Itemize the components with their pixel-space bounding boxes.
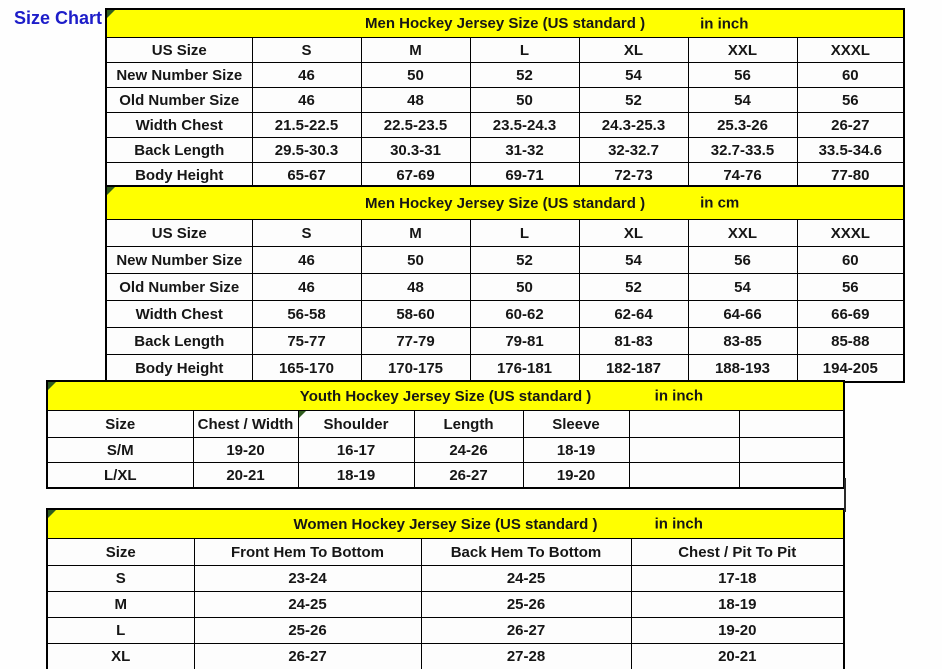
table-row	[47, 438, 844, 463]
table-row	[106, 355, 904, 383]
table-cell: 48	[361, 88, 470, 113]
men-inch-size-table	[105, 8, 905, 189]
column-header: XXL	[688, 220, 797, 247]
table-cell: 50	[361, 247, 470, 274]
table-title: Youth Hockey Jersey Size (US standard )	[299, 387, 592, 405]
table-cell: 24-25	[421, 566, 631, 592]
table-cell: 25-26	[421, 592, 631, 618]
table-cell: 170-175	[361, 355, 470, 383]
row-label: New Number Size	[106, 63, 252, 88]
column-header: Front Hem To Bottom	[194, 539, 421, 566]
table-row	[47, 566, 844, 592]
table-cell: 46	[252, 63, 361, 88]
table-cell: 50	[470, 274, 579, 301]
table-row	[106, 63, 904, 88]
table-cell: 54	[688, 88, 797, 113]
table-cell: 24-26	[414, 438, 523, 463]
column-header	[629, 411, 739, 438]
row-label: XL	[47, 644, 194, 669]
row-label: Old Number Size	[106, 88, 252, 113]
table-cell: 56	[688, 247, 797, 274]
table-cell: 25-26	[194, 618, 421, 644]
table-cell: 54	[579, 247, 688, 274]
table-row	[106, 301, 904, 328]
table-cell: 56	[688, 63, 797, 88]
column-header: Back Hem To Bottom	[421, 539, 631, 566]
table-cell: 46	[252, 88, 361, 113]
table-cell: 26-27	[797, 113, 904, 138]
table-cell: 72-73	[579, 163, 688, 189]
row-label: L/XL	[47, 463, 193, 489]
row-label: S/M	[47, 438, 193, 463]
row-label: Body Height	[106, 163, 252, 189]
table-cell: 32.7-33.5	[688, 138, 797, 163]
table-cell: 69-71	[470, 163, 579, 189]
column-header: S	[252, 38, 361, 63]
table-unit-label: in inch	[654, 515, 703, 533]
table-cell: 21.5-22.5	[252, 113, 361, 138]
table-cell: 54	[579, 63, 688, 88]
row-label: S	[47, 566, 194, 592]
table-cell: 23-24	[194, 566, 421, 592]
table-cell: 46	[252, 274, 361, 301]
table-cell: 56-58	[252, 301, 361, 328]
table-cell: 165-170	[252, 355, 361, 383]
table-cell: 67-69	[361, 163, 470, 189]
table-cell: 182-187	[579, 355, 688, 383]
table-cell: 62-64	[579, 301, 688, 328]
table-cell: 60-62	[470, 301, 579, 328]
table-cell: 33.5-34.6	[797, 138, 904, 163]
table-cell: 75-77	[252, 328, 361, 355]
table-row	[47, 618, 844, 644]
table-cell: 52	[579, 274, 688, 301]
table-cell: 26-27	[421, 618, 631, 644]
table-title-band	[47, 381, 844, 411]
column-header: Sleeve	[523, 411, 629, 438]
row-label: Back Length	[106, 138, 252, 163]
column-header: XXXL	[797, 220, 904, 247]
row-label: Old Number Size	[106, 274, 252, 301]
table-row	[47, 463, 844, 489]
table-cell: 194-205	[797, 355, 904, 383]
column-header: Shoulder	[298, 411, 414, 438]
column-header: M	[361, 38, 470, 63]
table-cell: 60	[797, 63, 904, 88]
table-cell: 17-18	[631, 566, 844, 592]
table-cell: 79-81	[470, 328, 579, 355]
table-row	[106, 138, 904, 163]
table-cell: 18-19	[631, 592, 844, 618]
column-header: Length	[414, 411, 523, 438]
table-cell: 32-32.7	[579, 138, 688, 163]
table-cell: 23.5-24.3	[470, 113, 579, 138]
table-title-band	[106, 186, 904, 220]
table-cell: 18-19	[298, 463, 414, 489]
column-header: XL	[579, 220, 688, 247]
grid-artifact-line	[844, 478, 846, 512]
table-row	[106, 113, 904, 138]
table-cell	[629, 438, 739, 463]
table-cell	[629, 463, 739, 489]
table-cell: 54	[688, 274, 797, 301]
table-unit-label: in inch	[654, 387, 703, 405]
table-unit-label: in inch	[700, 15, 749, 32]
table-cell	[739, 438, 844, 463]
column-header	[739, 411, 844, 438]
table-cell: 52	[470, 247, 579, 274]
table-cell: 58-60	[361, 301, 470, 328]
table-cell: 83-85	[688, 328, 797, 355]
table-cell: 77-80	[797, 163, 904, 189]
table-cell: 52	[470, 63, 579, 88]
table-unit-label: in cm	[700, 194, 740, 212]
table-cell: 16-17	[298, 438, 414, 463]
row-label-header: Size	[47, 411, 193, 438]
table-title-band	[47, 509, 844, 539]
table-cell: 26-27	[414, 463, 523, 489]
table-cell: 19-20	[631, 618, 844, 644]
table-cell	[739, 463, 844, 489]
column-header: XXXL	[797, 38, 904, 63]
table-cell: 24.3-25.3	[579, 113, 688, 138]
table-title: Women Hockey Jersey Size (US standard )	[293, 515, 598, 533]
row-label-header: US Size	[106, 38, 252, 63]
table-title: Men Hockey Jersey Size (US standard )	[364, 15, 646, 32]
table-title-band	[106, 9, 904, 38]
table-row	[106, 328, 904, 355]
table-cell: 24-25	[194, 592, 421, 618]
table-cell: 50	[470, 88, 579, 113]
men-cm-size-table	[105, 185, 905, 383]
table-row	[47, 592, 844, 618]
row-label-header: Size	[47, 539, 194, 566]
table-cell: 56	[797, 88, 904, 113]
table-cell: 74-76	[688, 163, 797, 189]
table-cell: 31-32	[470, 138, 579, 163]
column-header: S	[252, 220, 361, 247]
table-cell: 18-19	[523, 438, 629, 463]
table-cell: 20-21	[193, 463, 298, 489]
table-cell: 176-181	[470, 355, 579, 383]
table-cell: 64-66	[688, 301, 797, 328]
column-header: Chest / Pit To Pit	[631, 539, 844, 566]
table-cell: 19-20	[523, 463, 629, 489]
row-label-header: US Size	[106, 220, 252, 247]
table-cell: 77-79	[361, 328, 470, 355]
table-cell: 26-27	[194, 644, 421, 669]
table-cell: 30.3-31	[361, 138, 470, 163]
table-cell: 29.5-30.3	[252, 138, 361, 163]
table-cell: 81-83	[579, 328, 688, 355]
row-label: Width Chest	[106, 301, 252, 328]
table-row	[106, 274, 904, 301]
table-cell: 50	[361, 63, 470, 88]
table-cell: 46	[252, 247, 361, 274]
column-header: L	[470, 220, 579, 247]
table-row	[106, 247, 904, 274]
table-cell: 22.5-23.5	[361, 113, 470, 138]
women-size-table	[46, 508, 845, 669]
table-cell: 66-69	[797, 301, 904, 328]
table-cell: 20-21	[631, 644, 844, 669]
table-cell: 188-193	[688, 355, 797, 383]
column-header: XXL	[688, 38, 797, 63]
column-header: L	[470, 38, 579, 63]
table-row	[106, 88, 904, 113]
table-cell: 60	[797, 247, 904, 274]
table-cell: 52	[579, 88, 688, 113]
table-cell: 65-67	[252, 163, 361, 189]
column-header: M	[361, 220, 470, 247]
table-cell: 56	[797, 274, 904, 301]
table-row	[47, 644, 844, 669]
row-label: New Number Size	[106, 247, 252, 274]
table-cell: 48	[361, 274, 470, 301]
row-label: Width Chest	[106, 113, 252, 138]
column-header: Chest / Width	[193, 411, 298, 438]
table-cell: 19-20	[193, 438, 298, 463]
table-cell: 85-88	[797, 328, 904, 355]
table-cell: 25.3-26	[688, 113, 797, 138]
row-label: M	[47, 592, 194, 618]
table-title: Men Hockey Jersey Size (US standard )	[364, 194, 646, 212]
row-label: L	[47, 618, 194, 644]
youth-size-table	[46, 380, 845, 489]
row-label: Back Length	[106, 328, 252, 355]
table-cell: 27-28	[421, 644, 631, 669]
row-label: Body Height	[106, 355, 252, 383]
column-header: XL	[579, 38, 688, 63]
size-chart-label: Size Chart	[14, 8, 103, 28]
